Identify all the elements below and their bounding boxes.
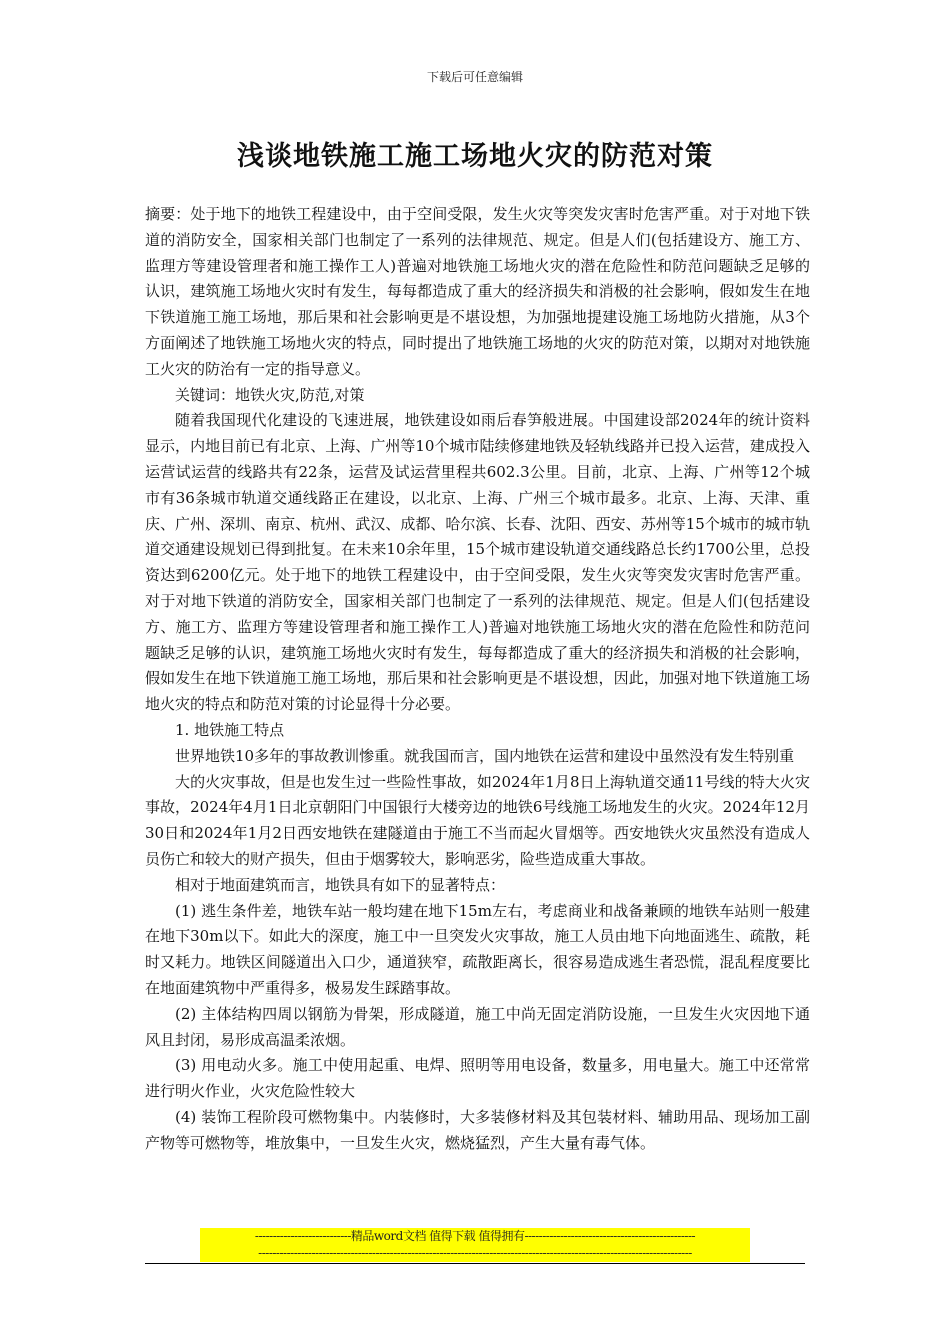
keywords-paragraph: 关键词：地铁火灾,防范,对策 xyxy=(175,385,365,404)
feature-item-1: (1) 逃生条件差，地铁车站一般均建在地下15m左右，考虑商业和战备兼顾的地铁车站则一般建在地下30m以下。如此大的深度，施工中一旦突发火灾事故，施工人员由地下向地面逃生、疏散，耗时又耗力。地铁区间隧道出入口少，通道狭窄，疏散距离长，很容易造成逃生者恐慌，混乱程度要比在地面建筑物中严重得多，极易发生踩踏事故。 xyxy=(145,901,810,997)
section-heading-1: 1. 地铁施工特点 xyxy=(175,720,285,739)
footer-promo-banner xyxy=(200,1228,750,1262)
section1-paragraph-1: 世界地铁10多年的事故教训惨重。就我国而言，国内地铁在运营和建设中虽然没有发生特别重 xyxy=(175,746,795,765)
document-title: 浅谈地铁施工施工场地火灾的防范对策 xyxy=(237,141,713,172)
abstract-paragraph: 摘要：处于地下的地铁工程建设中，由于空间受限，发生火灾等突发灾害时危害严重。对于对地下铁道的消防安全，国家相关部门也制定了一系列的法律规范、规定。但是人们(包括建设方、施工方、监理方等建设管理者和施工操作工人)普遍对地铁施工场地火灾的潜在危险性和防范问题缺乏足够的认识，建筑施工场地火灾时有发生，每每都造成了重大的经济损失和消极的社会影响，假如发生在地下铁道施工施工场地，那后果和社会影响更是不堪设想，为加强地提建设施工场地防火措施，从3个方面阐述了地铁施工场地火灾的特点，同时提出了地铁施工场地的火灾的防范对策，以期对对地铁施工火灾的防治有一定的指导意义。 xyxy=(145,205,810,378)
intro-paragraph: 随着我国现代化建设的飞速进展，地铁建设如雨后春笋般进展。中国建设部2024年的统计资料显示，内地目前已有北京、上海、广州等10个城市陆续修建地铁及轻轨线路并已投入运营，建成投入运营试运营的线路共有22条，运营及试运营里程共602.3公里。目前，北京、上海、广州等12个城市有36条城市轨道交通线路正在建设，以北京、上海、广州三个城市最多。北京、上海、天津、重庆、广州、深圳、南京、杭州、武汉、成都、哈尔滨、长春、沈阳、西安、苏州等15个城市的城市轨道交通建设规划已得到批复。在未来10余年里，15个城市建设轨道交通线路总长约1700公里，总投资达到6200亿元。处于地下的地铁工程建设中，由于空间受限，发生火灾等突发灾害时危害严重。对于对地下铁道的消防安全，国家相关部门也制定了一系列的法律规范、规定。但是人们(包括建设方、施工方、监理方等建设管理者和施工操作工人)普遍对地铁施工场地火灾的潜在危险性和防范问题缺乏足够的认识，建筑施工场地火灾时有发生，每每都造成了重大的经济损失和消极的社会影响，假如发生在地下铁道施工施工场地，那后果和社会影响更是不堪设想，因此，加强对地下铁道施工场地火灾的特点和防范对策的讨论显得十分必要。 xyxy=(145,411,810,714)
features-intro-paragraph: 相对于地面建筑而言，地铁具有如下的显著特点： xyxy=(175,875,506,894)
page-header-note: 下载后可任意编辑 xyxy=(426,70,523,84)
feature-item-3: (3) 用电动火多。施工中使用起重、电焊、照明等用电设备，数量多，用电量大。施工中还常常进行明火作业，火灾危险性较大 xyxy=(145,1056,810,1101)
feature-item-4: (4) 装饰工程阶段可燃物集中。内装修时，大多装修材料及其包装材料、辅助用品、现场加工副产物等可燃物等，堆放集中，一旦发生火灾，燃烧猛烈，产生大量有毒气体。 xyxy=(145,1107,810,1152)
section1-paragraph-2: 大的火灾事故，但是也发生过一些险性事故，如2024年1月8日上海轨道交通11号线的特大火灾事故，2024年4月1日北京朝阳门中国银行大楼旁边的地铁6号线施工场地发生的火灾。2024年12月30日和2024年1月2日西安地铁在建隧道由于施工不当而起火冒烟等。西安地铁火灾虽然没有造成人员伤亡和较大的财产损失，但由于烟雾较大，影响恶劣，险些造成重大事故。 xyxy=(145,772,810,868)
feature-item-2: (2) 主体结构四周以钢筋为骨架，形成隧道，施工中尚无固定消防设施，一旦发生火灾因地下通风且封闭，易形成高温柔浓烟。 xyxy=(145,1004,810,1049)
footer-divider xyxy=(145,1263,805,1264)
document-body xyxy=(145,202,810,1156)
footer-banner-line-2: -------------------------------------------------------------------------------------------------------------------------- xyxy=(258,1246,692,1260)
footer-banner-line-1: ---------------------------精品word文档 值得下载 值得拥有------------------------------------------------ xyxy=(254,1229,696,1243)
